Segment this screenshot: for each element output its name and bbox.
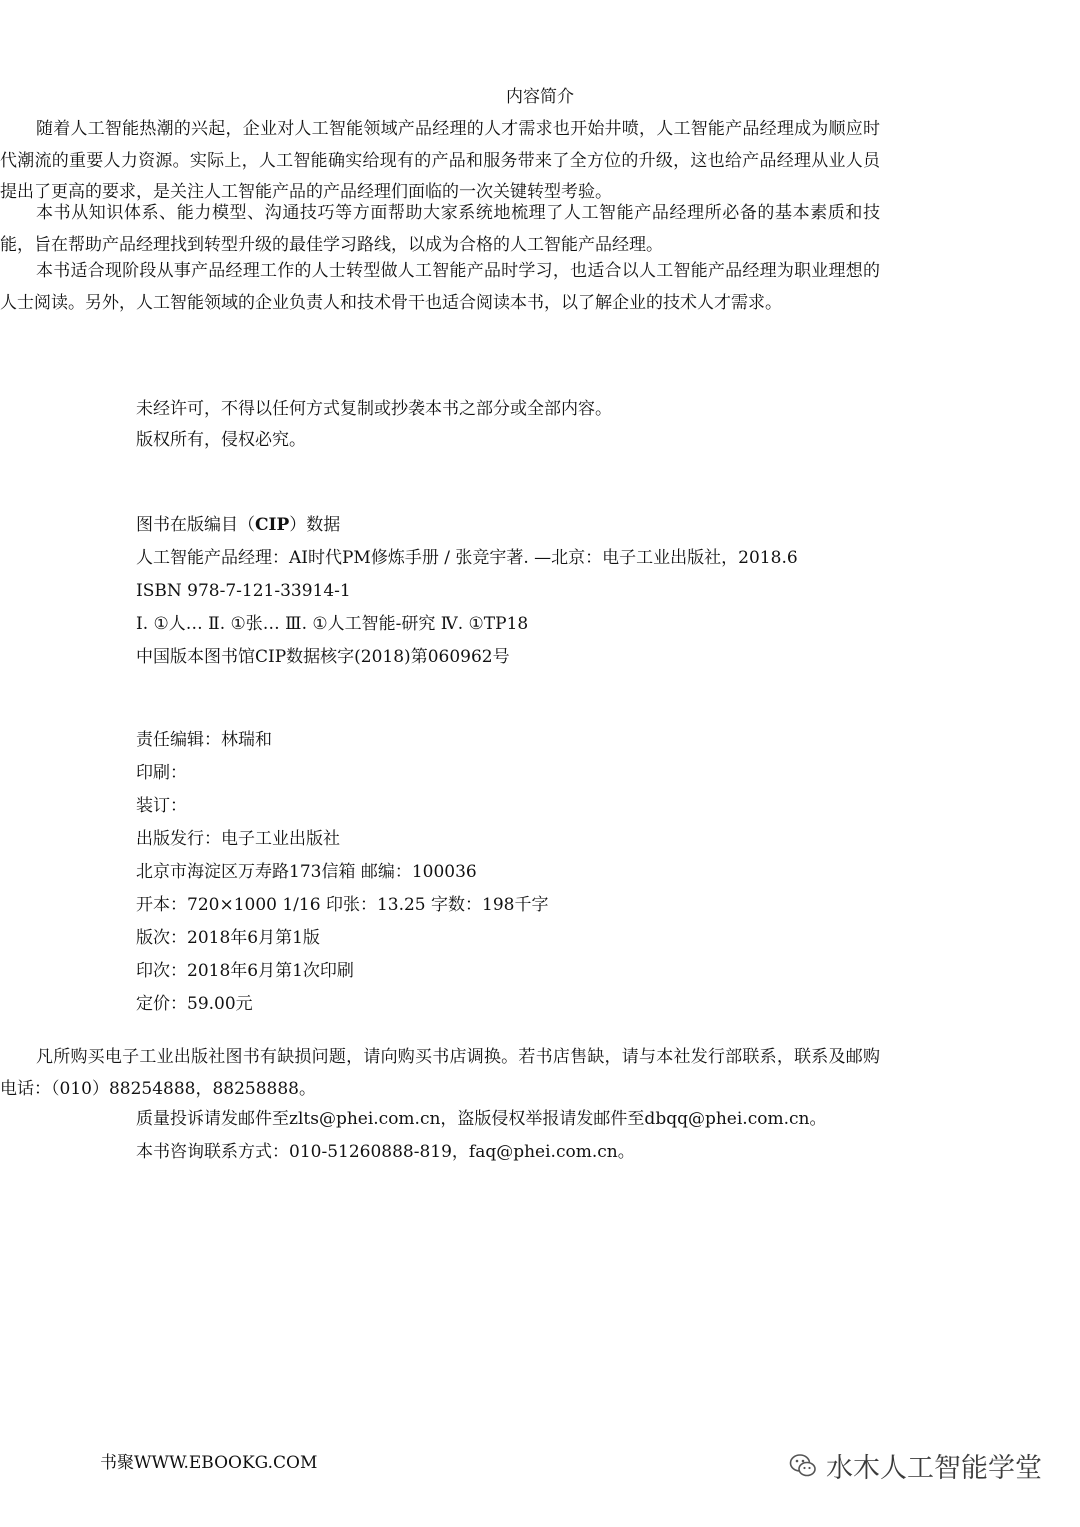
cip-verification: 中国版本图书馆CIP数据核字(2018)第060962号: [136, 647, 510, 667]
pub-editor: 责任编辑：林瑞和: [136, 730, 272, 750]
pub-edition: 版次：2018年6月第1版: [136, 928, 320, 948]
pub-binding: 装订：: [136, 796, 187, 816]
pub-format: 开本：720×1000 1/16 印张：13.25 字数：198千字: [136, 895, 549, 915]
cip-heading-bold: CIP: [255, 515, 290, 535]
cip-heading: [136, 511, 340, 539]
cip-classification: Ⅰ. ①人… Ⅱ. ①张… Ⅲ. ①人工智能-研究 Ⅳ. ①TP18: [136, 614, 529, 634]
consult-line: 本书咨询联系方式：010-51260888-819，faq@phei.com.cn。: [136, 1142, 635, 1162]
watermark-text: 水木人工智能学堂: [826, 1453, 1042, 1484]
watermark: [788, 1446, 1042, 1485]
pub-printing: 印刷：: [136, 763, 187, 783]
intro-paragraph-2: 本书从知识体系、能力模型、沟通技巧等方面帮助大家系统地梳理了人工智能产品经理所必备的基本素质和技能，旨在帮助产品经理找到转型升级的最佳学习路线，以成为合格的人工智能产品经理。: [0, 203, 880, 255]
cip-isbn: ISBN 978-7-121-33914-1: [136, 581, 351, 601]
cip-heading-post: ）数据: [289, 515, 341, 535]
cip-title-line: 人工智能产品经理：AI时代PM修炼手册 / 张竞宇著. —北京：电子工业出版社，2018.6: [136, 548, 798, 568]
intro-paragraph-1: 随着人工智能热潮的兴起，企业对人工智能领域产品经理的人才需求也开始井喷，人工智能产品经理成为顺应时代潮流的重要人力资源。实际上，人工智能确实给现有的产品和服务带来了全方位的升级，这也给产品经理从业人员提出了更高的要求，是关注人工智能产品的产品经理们面临的一次关键转型考验。: [0, 119, 880, 202]
page-heading: 内容简介: [506, 87, 574, 107]
pub-impression: 印次：2018年6月第1次印刷: [136, 961, 354, 981]
cip-heading-pre: 图书在版编目（: [136, 515, 255, 535]
intro-section: [0, 114, 880, 209]
pub-price: 定价：59.00元: [136, 994, 253, 1014]
intro-paragraph-3: 本书适合现阶段从事产品经理工作的人士转型做人工智能产品时学习，也适合以人工智能产品经理为职业理想的人士阅读。另外，人工智能领域的企业负责人和技术骨干也适合阅读本书，以了解企业的技术人才需求。: [0, 261, 880, 313]
pub-publisher: 出版发行：电子工业出版社: [136, 829, 340, 849]
contact-paragraph: 凡所购买电子工业出版社图书有缺损问题，请向购买书店调换。若书店售缺，请与本社发行部联系，联系及邮购电话：（010）88254888，88258888。: [0, 1047, 880, 1099]
rights-reserved: 版权所有，侵权必究。: [136, 430, 306, 450]
intro-section-3: [0, 256, 880, 319]
complaint-line: 质量投诉请发邮件至zlts@phei.com.cn，盗版侵权举报请发邮件至dbqq@phei.com.cn。: [136, 1109, 827, 1129]
wechat-icon: [788, 1451, 818, 1481]
contact-section: [0, 1042, 880, 1105]
copyright-notice: 未经许可，不得以任何方式复制或抄袭本书之部分或全部内容。: [136, 399, 612, 419]
source-footer: 书聚WWW.EBOOKG.COM: [100, 1453, 318, 1473]
intro-section-2: [0, 198, 880, 261]
pub-address: 北京市海淀区万寿路173信箱 邮编：100036: [136, 862, 477, 882]
